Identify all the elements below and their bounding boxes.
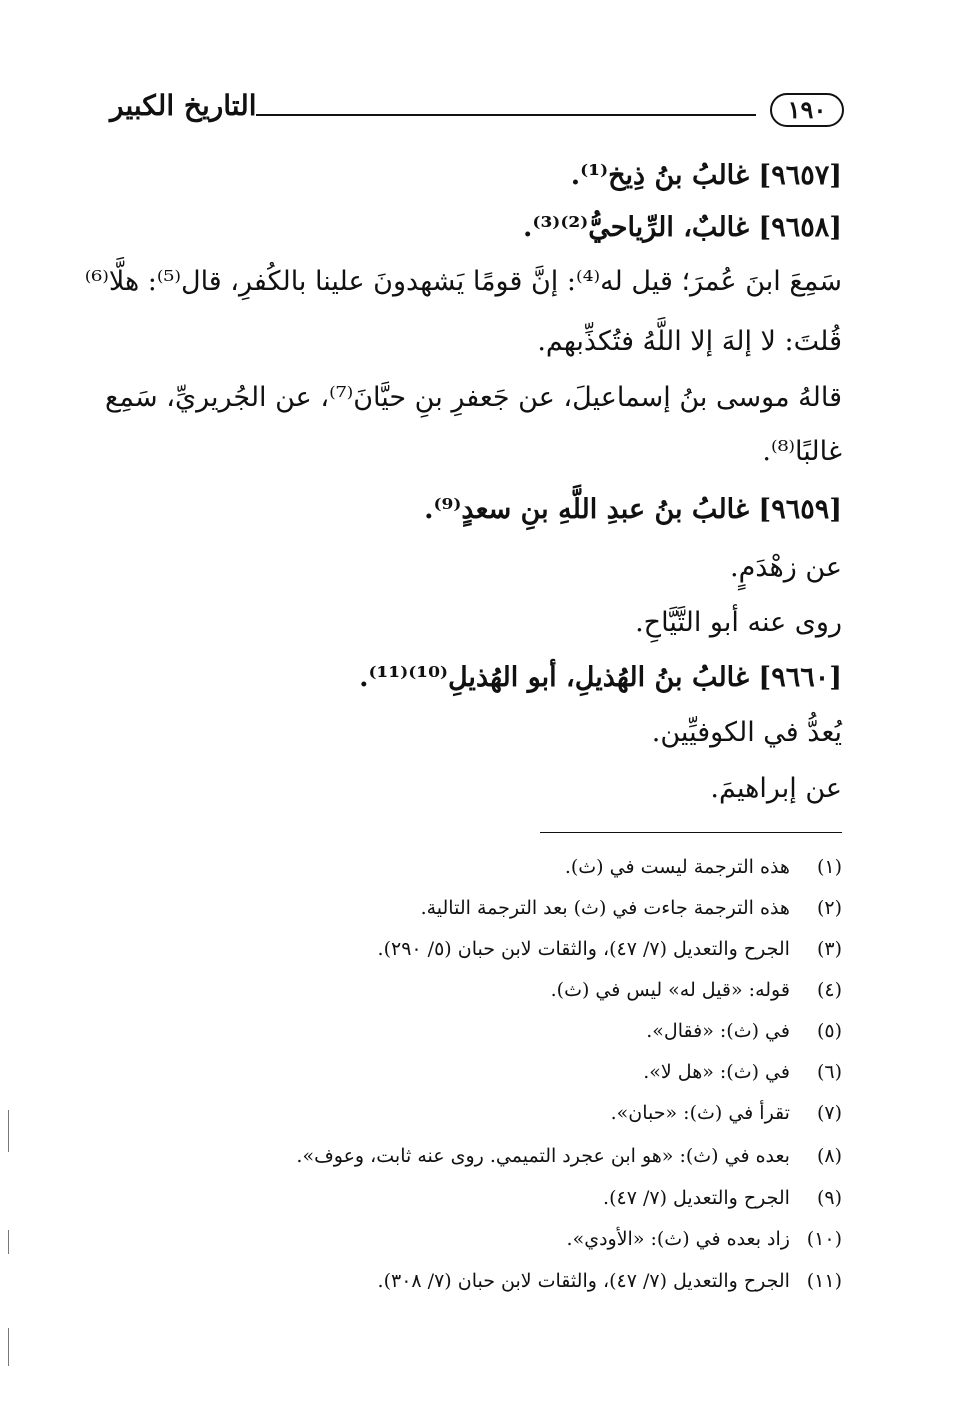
- footnote-10: [567, 1228, 842, 1251]
- entry-9658: [٩٦٥٨] غالبٌ، الرِّياحيُّ⁽²⁾⁽³⁾.: [523, 212, 842, 243]
- footnote-1: [565, 856, 842, 879]
- footnote-5: [646, 1020, 842, 1043]
- footnote-4: [551, 979, 842, 1002]
- footnote-number: (٨): [816, 1145, 842, 1167]
- footnote-number: (١١): [806, 1270, 842, 1292]
- footnote-number: (٣): [816, 938, 842, 960]
- footnote-9: [603, 1187, 842, 1210]
- entry-9659-narrator: روى عنه أبو التَّيَّاحِ.: [635, 607, 842, 638]
- footnote-separator: [540, 832, 842, 833]
- entry-9659: [٩٦٥٩] غالبُ بنُ عبدِ اللَّهِ بنِ سعدٍ⁽⁹⁾.: [424, 494, 842, 525]
- running-title: التاريخ الكبير: [110, 89, 257, 122]
- footnote-text: في (ث): «فقال».: [646, 1020, 790, 1042]
- entry-9658-text-line-1: سَمِعَ ابنَ عُمرَ؛ قيل له⁽⁴⁾: إنَّ قومًا يَشهدونَ علينا بالكُفرِ، قال⁽⁵⁾: هلَّا⁽⁶⁾: [84, 266, 842, 297]
- footnote-number: (٦): [816, 1061, 842, 1083]
- footnote-number: (١): [816, 856, 842, 878]
- entry-9658-text-line-3: قالهُ موسى بنُ إسماعيلَ، عن جَعفرِ بنِ حيَّانَ⁽⁷⁾، عن الجُريريِّ، سَمِع: [105, 382, 842, 413]
- footnote-7: [611, 1102, 842, 1125]
- page-number: ١٩٠: [770, 93, 844, 127]
- footnote-number: (٩): [816, 1187, 842, 1209]
- footnote-text: الجرح والتعديل (٧/ ٤٧).: [603, 1187, 790, 1209]
- footnote-11: [378, 1270, 842, 1293]
- footnote-number: (٤): [816, 979, 842, 1001]
- footnote-text: هذه الترجمة جاءت في (ث) بعد الترجمة التالية.: [420, 897, 790, 919]
- footnote-text: هذه الترجمة ليست في (ث).: [564, 856, 790, 878]
- footnote-6: [643, 1061, 842, 1084]
- footnote-number: (١٠): [806, 1228, 842, 1250]
- footnote-3: [378, 938, 842, 961]
- footnote-number: (٧): [816, 1102, 842, 1124]
- entry-9658-text-line-4: غالبًا⁽⁸⁾.: [762, 436, 842, 467]
- entry-9660-origin: يُعدُّ في الكوفيِّين.: [651, 717, 842, 748]
- footnote-text: بعده في (ث): «هو ابن عجرد التميمي. روى عنه ثابت، وعوف».: [296, 1145, 790, 1167]
- footnote-2: [421, 897, 842, 920]
- footnote-8: [296, 1145, 842, 1168]
- footnote-text: في (ث): «هل لا».: [643, 1061, 790, 1083]
- footnote-number: (٥): [816, 1020, 842, 1042]
- footnote-text: الجرح والتعديل (٧/ ٤٧)، والثقات لابن حبان (٧/ ٣٠٨).: [377, 1270, 790, 1292]
- entry-9659-from: عن زهْدَمٍ.: [730, 552, 842, 583]
- scan-margin-mark: [8, 1328, 9, 1366]
- scan-margin-mark: [8, 1110, 9, 1152]
- entry-9658-text-line-2: قُلتَ: لا إلهَ إلا اللَّهُ فتُكذِّبهم.: [537, 326, 842, 357]
- entry-9657: [٩٦٥٧] غالبُ بنُ ذِيخ⁽¹⁾.: [570, 160, 842, 191]
- page-header: [104, 89, 844, 136]
- scan-margin-mark: [8, 1230, 9, 1254]
- entry-9660: [٩٦٦٠] غالبُ بنُ الهُذيلِ، أبو الهُذيلِ⁽¹⁰⁾⁽¹¹⁾.: [359, 662, 842, 693]
- header-rule: [256, 114, 756, 116]
- entry-9660-from: عن إبراهيمَ.: [710, 773, 842, 804]
- footnote-text: زاد بعده في (ث): «الأودي».: [566, 1228, 790, 1250]
- footnote-text: الجرح والتعديل (٧/ ٤٧)، والثقات لابن حبان (٥/ ٢٩٠).: [377, 938, 790, 960]
- footnote-text: قوله: «قيل له» ليس في (ث).: [550, 979, 790, 1001]
- footnote-text: تقرأ في (ث): «حبان».: [610, 1102, 790, 1124]
- footnote-number: (٢): [816, 897, 842, 919]
